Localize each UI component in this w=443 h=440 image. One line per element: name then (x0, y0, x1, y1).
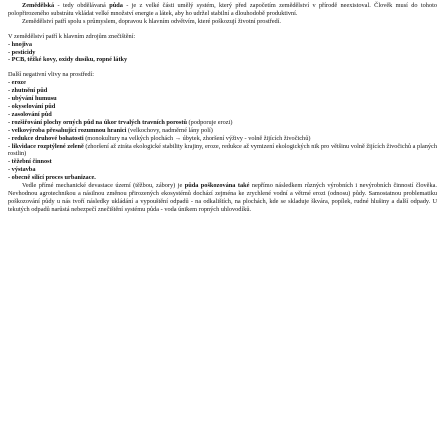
intro-term: Zemědělská (22, 2, 55, 9)
list-item: - výstavba (8, 166, 36, 174)
sources-heading: V zemědělství patří k hlavním zdrojům znečištění: (8, 32, 136, 40)
intro-text-2: - je z velké části umělý systém, který před započetím zemědělství v přírodě neexistoval. Člověk musí do tohoto polopřirozeného substrátu vkládat velké množství energie a látek, aby ho udržel stabilní a dlouhodobě produktivní. (8, 2, 437, 17)
intro-paragraph-2: Zemědělství patří spolu s průmyslem, dopravou k hlavním odvětvím, které poškozují životní prostředí. (22, 17, 282, 25)
list-item: - obecně sílící proces urbanizace. (8, 174, 96, 182)
list-item: - hnojiva (8, 40, 32, 48)
intro-paragraph (8, 2, 437, 18)
intro-term-2: půda (109, 2, 123, 9)
list-item: - ubývání humusu (8, 95, 57, 103)
list-item: - okyselování půd (8, 102, 56, 110)
list-item: - zasolování půd (8, 110, 52, 118)
closing-paragraph: Vedle přímé mechanické devastace území (těžbou, zábory) je půda poškozována také nepřímo následkem různých výrobních i nevýrobních činností člověka. Nevhodnou agrotechnikou a násilnou změnou přirozených ekosystémů dochází zejména ke zrychlené vodní a větrné erozi (odnosu) půdy. Samostatnou problematiku poškozování půdy u nás tvoří následky ukládání a vypouštění odpadů - na odkalištích, na plochách, kde se skladuje škvára, popílek, rudné hlušiny a další odpady. U tekutých odpadů narůstá nebezpečí znečištění systému půda - voda únikem ropných uhlovodíků. (8, 182, 437, 213)
list-item: - eroze (8, 79, 26, 87)
list-item: - redukce druhové bohatosti (monokultury na velkých plochách → úbytek, zhoršení výživy - volně žijících živočichů) (8, 134, 311, 142)
impacts-list (8, 79, 437, 182)
list-item: - PCB, těžké kovy, oxidy dusíku, ropné látky (8, 56, 128, 64)
list-item: - těžební činnost (8, 158, 52, 166)
closing-bold: půda poškozována také (184, 182, 250, 190)
list-item: - likvidace rozptýlené zeleně (zhoršení až ztráta ekologické stability krajiny, eroze, redukce až vymizení ekologických nik pro většinu volně žijících živočichů a planých rostlin) (8, 142, 437, 158)
sources-list (8, 41, 437, 65)
list-item: - pesticidy (8, 48, 36, 56)
list-item: - velkovýroba přesahující rozumnou hranici (velkochovy, nadměrné lány polí) (8, 126, 213, 134)
list-item: - rozšiřování plochy orných půd na úkor trvalých travních porostů (podporuje erozi) (8, 118, 233, 126)
impacts-heading: Další negativní vlivy na prostředí: (8, 71, 95, 79)
intro-text-1: - tedy obdělávaná (54, 2, 110, 9)
list-item: - zhutnění půd (8, 87, 48, 95)
